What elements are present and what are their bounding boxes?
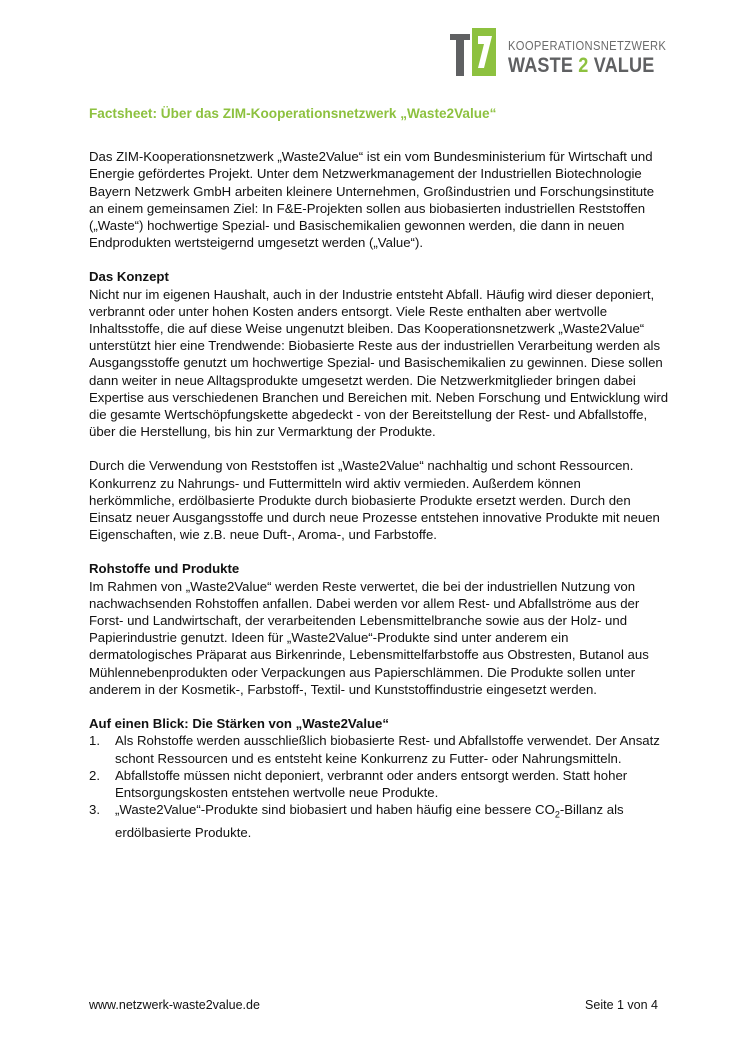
list-number: 2. (89, 767, 100, 783)
section-heading-staerken: Auf einen Blick: Die Stärken von „Waste2Value“ (89, 716, 389, 732)
document-body (89, 105, 669, 841)
list-number: 1. (89, 733, 100, 749)
list-text: Abfallstoffe müssen nicht deponiert, verbrannt oder anders entsorgt werden. Statt hoher Entsorgungskosten entstehen wertvolle neue Produkte. (115, 767, 628, 800)
konzept-paragraph-2: Durch die Verwendung von Reststoffen ist „Waste2Value“ nachhaltig und schont Ressourcen. Konkurrenz zu Nahrungs- und Futtermitteln wird aktiv vermieden. Außerdem können herkömmliche, erdölbasierte Produkte durch biobasierte Produkte ersetzt werden. Durch den Einsatz neuer Ausgangsstoffe und durch neue Prozesse entstehen innovative Produkte mit neuen Eigenschaften, wie z.B. neue Duft-, Aroma-, und Farbstoffe. (89, 458, 660, 543)
section-heading-rohstoffe: Rohstoffe und Produkte (89, 561, 240, 577)
intro-paragraph: Das ZIM-Kooperationsnetzwerk „Waste2Value“ ist ein vom Bundesministerium für Wirtschaft und Energie gefördertes Projekt. Unter dem Netzwerkmanagement der Industriellen Biotechnologie Bayern Netzwerk GmbH arbeiten kleinere Unternehmen, Großindustrien und Forschungsinstitute an einem gemeinsamen Ziel: In F&E-Projekten sollen aus biobasierten industriellen Reststoffen („Waste“) hochwertige Spezial- und Basischemikalien gewonnen werden, die dann in neuen Endprodukten wertsteigernd umgesetzt werden („Value“). (89, 149, 655, 251)
rohstoffe-paragraph: Im Rahmen von „Waste2Value“ werden Reste verwertet, die bei der industriellen Nutzung von nachwachsenden Rohstoffen anfallen. Dabei werden vor allem Rest- und Abfallströme aus der Forst- und Landwirtschaft, der verarbeitenden Lebensmittelbranche sowie aus der Holz- und Papierindustrie genutzt. Ideen für „Waste2Value“-Produkte sind unter anderem ein dermatologisches Präparat aus Birkenrinde, Lebensmittelfarbstoffe aus Obstresten, Butanol aus Mühlennebenprodukten oder Verpackungen aus Papierschlämmen. Die Produkte sollen unter anderem in der Kosmetik-, Farbstoff-, Textil- und Kunststoffindustrie eingesetzt werden. (89, 578, 649, 697)
waste2value-logo-icon (450, 28, 496, 76)
list-text: „Waste2Value“-Produkte sind biobasiert und haben häufig eine bessere $CO_2$-Billanz als erdölbasierte Produkte. (115, 802, 624, 840)
list-number: 3. (89, 802, 100, 818)
list-item (89, 732, 669, 766)
document-title: Factsheet: Über das ZIM-Kooperationsnetzwerk „Waste2Value“ (89, 106, 497, 121)
logo (450, 26, 667, 78)
konzept-paragraph-1: Nicht nur im eigenen Haushalt, auch in der Industrie entsteht Abfall. Häufig wird dieser deponiert, verbrannt oder unter hohen Kosten anders entsorgt. Viele Reste enthalten aber wertvolle Inhaltsstoffe, die auf diese Weise ungenutzt bleiben. Das Kooperationsnetzwerk „Waste2Value“ unterstützt hier eine Trendwende: Biobasierte Reste aus der industriellen Verarbeitung werden als Ausgangsstoffe genutzt um hochwertige Spezial- und Basischemikalien zu gewinnen. Diese sollen dann weiter in neue Alltagsprodukte umgesetzt werden. Die Netzwerkmitglieder bringen dabei Expertise aus verschiedenen Branchen und Bereichen mit. Neben Forschung und Entwicklung wird die gesamte Wertschöpfungskette abgedeckt - von der Bereitstellung der Rest- und Abfallstoffe, über die Herstellung, bis hin zur Vermarktung der Produkte. (89, 286, 669, 440)
list-item (89, 801, 669, 841)
list-text: Als Rohstoffe werden ausschließlich biobasierte Rest- und Abfallstoffe verwendet. Der Ansatz schont Ressourcen und es entsteht keine Konkurrenz zu Futter- oder Nahrungsmitteln. (115, 733, 660, 766)
staerken-list (89, 732, 669, 841)
logo-network-label: KOOPERATIONSNETZWERK (508, 38, 667, 53)
section-heading-konzept: Das Konzept (89, 269, 169, 285)
footer-website-link[interactable]: www.netzwerk-waste2value.de (89, 998, 260, 1012)
logo-wordmark: WASTE 2 VALUE (508, 54, 655, 77)
page-number: Seite 1 von 4 (585, 998, 658, 1012)
list-item (89, 767, 669, 801)
